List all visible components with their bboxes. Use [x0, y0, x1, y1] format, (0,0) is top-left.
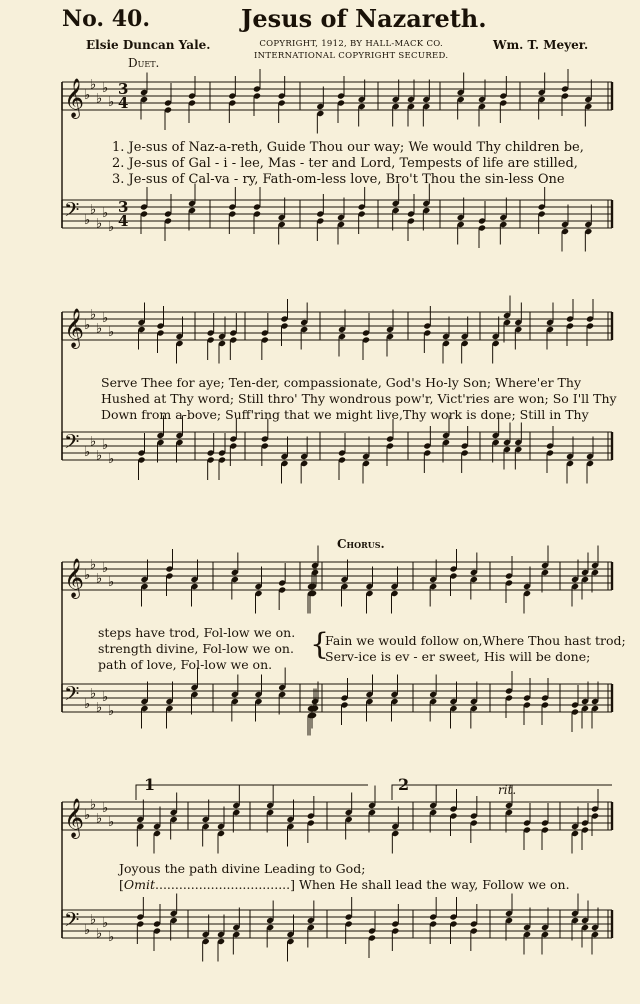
- flat-sign: ♭: [108, 704, 115, 719]
- chorus-marking: Chorus.: [337, 537, 385, 551]
- author-credit: Elsie Duncan Yale.: [86, 38, 211, 52]
- verse-1-line: Serve Thee for aye; Ten-der, compassionate, God's Ho-ly Son; Where'er Thy: [101, 375, 582, 390]
- flat-sign: ♭: [108, 930, 115, 945]
- time-signature-digit: 3: [118, 198, 129, 216]
- flat-sign: ♭: [84, 445, 91, 460]
- flat-sign: ♭: [102, 690, 109, 705]
- flat-sign: ♭: [84, 568, 91, 583]
- ritardando-marking: rit.: [498, 783, 517, 797]
- chorus-line-1: Fain we would follow on,Where Thou hast trod;: [325, 633, 626, 648]
- treble-clef: 𝄞: [64, 558, 85, 598]
- flat-sign: ♭: [96, 448, 103, 464]
- flat-sign: ♭: [96, 321, 103, 337]
- flat-sign: ♭: [96, 571, 103, 587]
- flat-sign: ♭: [96, 811, 103, 827]
- flat-sign: ♭: [102, 438, 109, 453]
- flat-sign: ♭: [108, 815, 115, 830]
- flat-sign: ♭: [90, 307, 97, 323]
- flat-sign: ♭: [84, 88, 91, 103]
- flat-sign: ♭: [90, 77, 97, 93]
- chorus-lines: [325, 633, 626, 665]
- chorus-ending-line-1: Joyous the path divine Leading to God;: [119, 861, 366, 876]
- flat-sign: ♭: [108, 95, 115, 110]
- treble-clef: 𝄞: [64, 798, 85, 838]
- composer-credit: Wm. T. Meyer.: [493, 38, 589, 52]
- chorus-brace: {: [310, 627, 330, 662]
- flat-sign: ♭: [90, 686, 97, 702]
- verse-3-line: Down from a-bove; Suff'ring that we might live,Thy work is done; Still in Thy: [101, 407, 589, 422]
- verse-1-line: 1. Je-sus of Naz-a-reth, Guide Thou our way; We would Thy children be,: [112, 140, 584, 155]
- bass-clef: 𝄢: [64, 682, 80, 710]
- duet-marking: Duet.: [128, 56, 160, 70]
- verse-1-line: steps have trod, Fol-low we on.: [98, 625, 296, 640]
- verse-2-line: strength divine, Fol-low we on.: [98, 641, 294, 656]
- flat-sign: ♭: [108, 575, 115, 590]
- copyright-line-2: INTERNATIONAL COPYRIGHT SECURED.: [254, 51, 449, 61]
- flat-sign: ♭: [108, 452, 115, 467]
- time-signature-digit: 4: [118, 212, 129, 230]
- flat-sign: ♭: [96, 926, 103, 942]
- flat-sign: ♭: [84, 697, 91, 712]
- final-lyric: When He shall lead the way, Follow we on.: [299, 877, 570, 892]
- time-signature-digit: 4: [118, 94, 129, 112]
- flat-sign: ♭: [84, 808, 91, 823]
- omit-open-bracket: [: [119, 877, 124, 892]
- flat-sign: ♭: [102, 311, 109, 326]
- bass-clef: 𝄢: [64, 430, 80, 458]
- flat-sign: ♭: [90, 202, 97, 218]
- flat-sign: ♭: [96, 216, 103, 232]
- flat-sign: ♭: [84, 923, 91, 938]
- bass-clef: 𝄢: [64, 908, 80, 936]
- verse-lines-system-3: [98, 625, 295, 673]
- second-ending-number: 2: [398, 775, 410, 794]
- flat-sign: ♭: [84, 318, 91, 333]
- verse-3-line: path of love, Fol-low we on.: [98, 657, 273, 672]
- flat-sign: ♭: [96, 700, 103, 716]
- flat-sign: ♭: [90, 434, 97, 450]
- treble-clef: 𝄞: [64, 78, 85, 118]
- flat-sign: ♭: [84, 213, 91, 228]
- chorus-ending-line-2: [119, 877, 570, 893]
- flat-sign: ♭: [102, 561, 109, 576]
- verse-lines-system-1: [112, 140, 584, 188]
- verse-2-line: 2. Je-sus of Gal - i - lee, Mas - ter and Lord, Tempests of life are stilled,: [112, 156, 578, 171]
- omit-dots: ..................................: [155, 877, 291, 892]
- chorus-line-2: Serv-ice is ev - er sweet, His will be done;: [325, 649, 591, 664]
- hymn-number: No. 40.: [62, 6, 150, 32]
- flat-sign: ♭: [108, 325, 115, 340]
- treble-clef: 𝄞: [64, 308, 85, 348]
- omit-instruction: Omit: [123, 877, 156, 892]
- bass-clef: 𝄢: [64, 198, 80, 226]
- flat-sign: ♭: [90, 797, 97, 813]
- flat-sign: ♭: [108, 220, 115, 235]
- flat-sign: ♭: [102, 206, 109, 221]
- verse-2-line: Hushed at Thy word; Still thro' Thy wondrous pow'r, Vict'ries are won; So I'll Thy: [101, 391, 617, 406]
- copyright-line-1: COPYRIGHT, 1912, BY HALL-MACK CO.: [259, 39, 444, 49]
- flat-sign: ♭: [90, 557, 97, 573]
- first-ending-bracket: [136, 785, 368, 800]
- time-signature-digit: 3: [118, 80, 129, 98]
- verse-3-line: 3. Je-sus of Cal-va - ry, Fath-om-less love, Bro't Thou the sin-less One: [112, 172, 565, 187]
- flat-sign: ♭: [90, 912, 97, 928]
- first-ending-number: 1: [144, 775, 156, 794]
- omit-close-bracket: ]: [290, 877, 296, 892]
- hymn-title: Jesus of Nazareth.: [241, 4, 487, 33]
- flat-sign: ♭: [102, 916, 109, 931]
- flat-sign: ♭: [102, 801, 109, 816]
- verse-lines-system-2: [101, 375, 617, 423]
- flat-sign: ♭: [96, 91, 103, 107]
- flat-sign: ♭: [102, 81, 109, 96]
